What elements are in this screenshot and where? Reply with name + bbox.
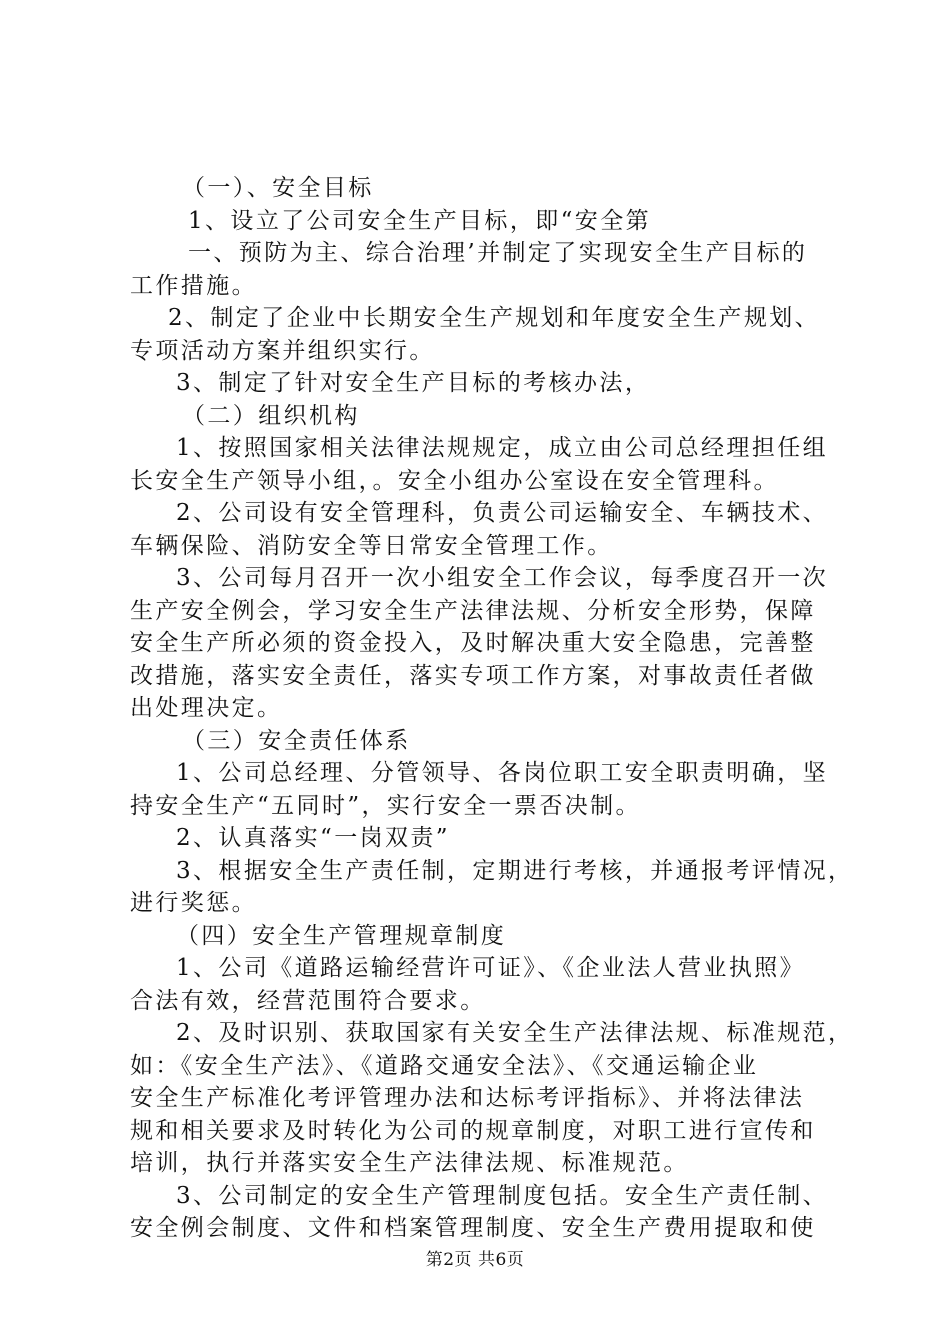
paragraph-line: 3、制定了针对安全生产目标的考核办法， — [176, 370, 651, 396]
paragraph-line: 出处理决定。 — [130, 695, 283, 721]
heading-regulations: （四）安全生产管理规章制度 — [176, 922, 507, 949]
paragraph-line: 专项活动方案并组织实行。 — [130, 337, 435, 364]
paragraph-line: 如：《安全生产法》、《道路交通安全法》、《交通运输企业 — [130, 1052, 759, 1079]
paragraph-line: 1、设立了公司安全生产目标，即“安全第 — [188, 207, 651, 234]
paragraph-line: 工作措施。 — [130, 272, 257, 299]
paragraph-line: 3、根据安全生产责任制，定期进行考核，并通报考评情况， — [176, 857, 854, 884]
paragraph-line: 1、按照国家相关法律法规规定，成立由公司总经理担任组 — [176, 435, 829, 461]
paragraph-line: 合法有效，经营范围符合要求。 — [130, 987, 486, 1014]
paragraph-line: 安全例会制度、文件和档案管理制度、安全生产费用提取和使 — [130, 1215, 816, 1241]
paragraph-line: 车辆保险、消防安全等日常安全管理工作。 — [130, 532, 613, 559]
paragraph-line: 1、公司总经理、分管领导、各岗位职工安全职责明确，坚 — [176, 760, 829, 786]
paragraph-line: 生产安全例会，学习安全生产法律法规、分析安全形势，保障 — [130, 597, 816, 624]
paragraph-line: 改措施，落实安全责任，落实专项工作方案，对事故责任者做 — [130, 662, 816, 689]
paragraph-line: 3、公司制定的安全生产管理制度包括。安全生产责任制、 — [176, 1182, 829, 1209]
paragraph-line: 1、公司《道路运输经营许可证》、《企业法人营业执照》 — [176, 955, 806, 981]
paragraph-line: 持安全生产“五同时”，实行安全一票否决制。 — [130, 792, 641, 819]
paragraph-line: 培训，执行并落实安全生产法律法规、标准规范。 — [130, 1150, 689, 1176]
paragraph-line: 安全生产标准化考评管理办法和达标考评指标》、并将法律法 — [130, 1085, 805, 1111]
paragraph-line: 规和相关要求及时转化为公司的规章制度，对职工进行宣传和 — [130, 1117, 816, 1144]
paragraph-line: 2、公司设有安全管理科，负责公司运输安全、车辆技术、 — [176, 500, 829, 526]
paragraph-line: 长安全生产领导小组，。安全小组办公室设在安全管理科。 — [130, 467, 779, 494]
document-body — [130, 172, 854, 1245]
paragraph-line: 2、制定了企业中长期安全生产规划和年度安全生产规划、 — [168, 305, 821, 331]
heading-safety-goals: （一）、安全目标 — [182, 175, 374, 201]
page-number-footer: 第2页 共6页 — [425, 1250, 525, 1270]
paragraph-line: 进行奖惩。 — [130, 890, 257, 916]
paragraph-line: 2、认真落实“一岗双责” — [176, 825, 450, 851]
heading-responsibility-system: （三）安全责任体系 — [182, 727, 411, 754]
paragraph-line: 2、及时识别、获取国家有关安全生产法律法规、标准规范， — [176, 1020, 854, 1046]
paragraph-line: 3、公司每月召开一次小组安全工作会议，每季度召开一次 — [176, 565, 829, 591]
heading-organization: （二）组织机构 — [182, 402, 360, 429]
paragraph-line: 安全生产所必须的资金投入，及时解决重大安全隐患，完善整 — [130, 630, 816, 656]
paragraph-line: 一、预防为主、综合治理’并制定了实现安全生产目标的 — [188, 240, 808, 266]
